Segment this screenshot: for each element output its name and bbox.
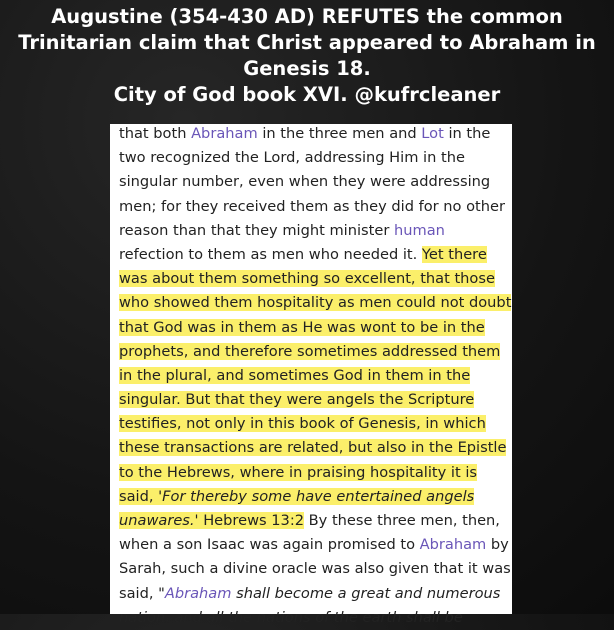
quote-italic: For thereby some have entertained angels — [162, 487, 475, 505]
highlighted-text: prophets, and therefore sometimes addressed them — [119, 342, 501, 360]
highlighted-text: in the plural, and sometimes God in them in the — [119, 366, 471, 384]
text-segment: reason than that they might minister — [119, 221, 394, 239]
text-segment: when a son Isaac was again promised to — [119, 536, 420, 554]
caption — [0, 4, 614, 108]
text-line: singular number, even when they were addressing — [119, 173, 491, 191]
link-abraham[interactable]: Abraham — [191, 125, 258, 142]
text-segment: By these three men, then, — [304, 512, 500, 529]
text-line — [119, 388, 505, 412]
highlighted-text: Yet there — [421, 245, 487, 263]
text-line: nation, and all the nations of the earth shall be — [119, 608, 463, 626]
text-line — [119, 436, 505, 460]
text-line — [119, 122, 505, 146]
text-segment: ' Hebrews 13:2 — [194, 512, 305, 529]
text-line — [119, 291, 512, 315]
text-line — [119, 340, 505, 364]
text-segment: in the three men and — [257, 125, 422, 142]
highlighted-text: testifies, not only in this book of Genesis, in which — [119, 415, 486, 433]
page-text — [119, 122, 512, 630]
quote-italic: unawares. — [119, 512, 195, 529]
text-line — [119, 509, 505, 533]
text-line — [119, 243, 505, 267]
quote-italic: shall become a great and numerous — [231, 584, 501, 602]
highlighted-text: that God was in them as He was wont to be in the — [119, 318, 485, 336]
caption-line-4: City of God book XVI. @kufrcleaner — [113, 83, 501, 106]
highlighted-text: who showed them hospitality as men could not doubt — [119, 294, 512, 312]
text-line: men; for they received them as they did for no other — [119, 197, 506, 215]
text-line: Sarah, such a divine oracle was also given that it was — [119, 560, 511, 578]
link-abraham[interactable]: Abraham — [419, 536, 487, 554]
text-line — [119, 533, 509, 557]
book-page — [110, 124, 512, 626]
text-line — [119, 582, 505, 606]
text-segment: by — [486, 536, 509, 554]
highlighted-text — [119, 512, 304, 529]
text-line — [119, 485, 505, 509]
highlighted-text — [119, 488, 474, 505]
text-segment: said, ' — [119, 487, 163, 505]
caption-line-2: Trinitarian claim that Christ appeared to Abraham in — [18, 31, 596, 54]
highlighted-text: was about them something so excellent, that those — [119, 270, 495, 288]
text-line — [119, 412, 505, 436]
text-segment: said, " — [119, 584, 165, 602]
highlighted-text: singular. But that they were angels the Scripture — [119, 391, 475, 409]
text-line — [119, 219, 505, 243]
highlighted-text: these transactions are related, but also in the Epistle — [119, 439, 507, 457]
link-human[interactable]: human — [394, 221, 445, 239]
text-line — [119, 364, 505, 388]
highlighted-text: to the Hebrews, where in praising hospitality it is — [119, 463, 477, 481]
text-line — [119, 316, 505, 340]
text-segment: in the — [443, 125, 491, 142]
caption-line-3: Genesis 18. — [243, 57, 371, 80]
text-segment: that both — [119, 125, 192, 142]
caption-line-1: Augustine (354-430 AD) REFUTES the common — [51, 5, 563, 28]
text-line — [119, 461, 505, 485]
link-lot[interactable]: Lot — [421, 125, 444, 142]
text-segment: refection to them as men who needed it. — [119, 245, 422, 263]
text-line: two recognized the Lord, addressing Him in the — [119, 149, 465, 167]
text-line — [119, 267, 505, 291]
link-abraham[interactable]: Abraham — [164, 584, 232, 602]
